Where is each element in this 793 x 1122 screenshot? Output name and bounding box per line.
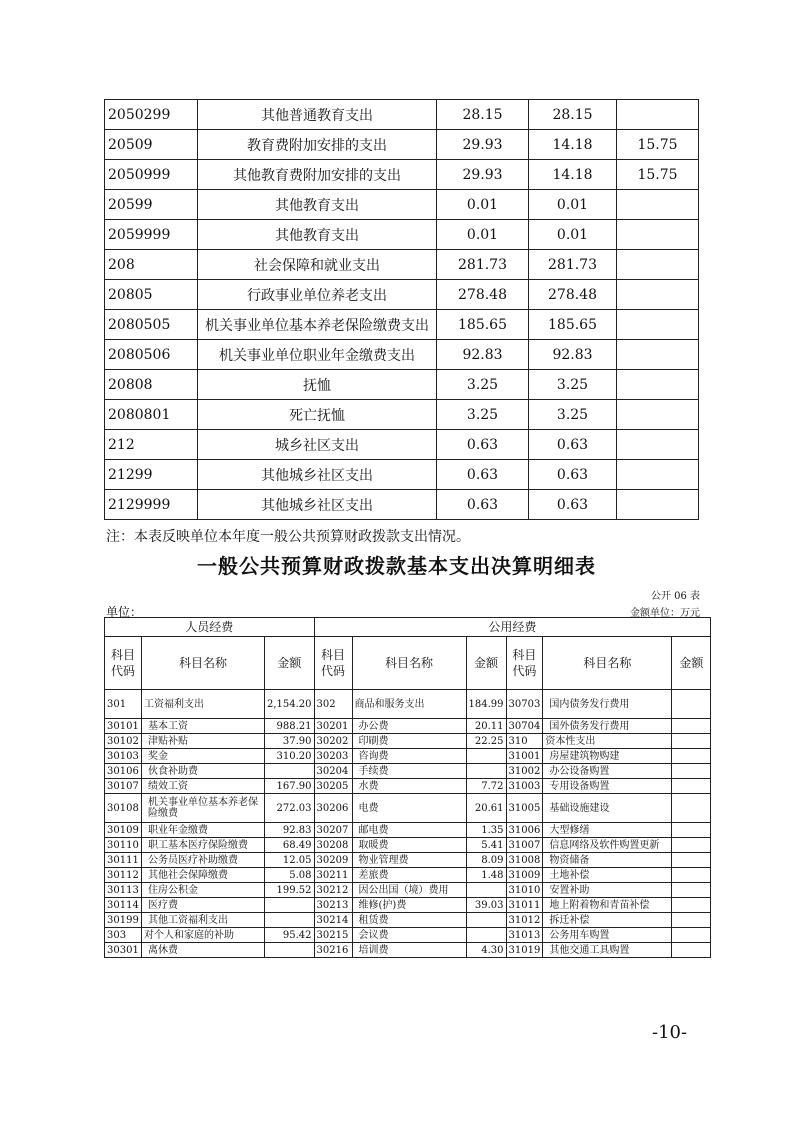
amount-cell <box>672 764 711 779</box>
total-amount-cell: 0.63 <box>437 460 529 490</box>
name-cell: 因公出国（境）费用 <box>352 883 466 898</box>
amount-cell <box>466 749 506 764</box>
amount-cell <box>672 868 711 883</box>
name-cell: 办公设备购置 <box>543 764 672 779</box>
subject-code-cell: 2050299 <box>105 100 198 130</box>
subject-name-cell: 行政事业单位养老支出 <box>198 280 437 310</box>
code-cell: 30110 <box>105 838 142 853</box>
code-cell: 30207 <box>314 823 352 838</box>
continuation-table-body <box>105 100 699 520</box>
basic-amount-cell: 0.01 <box>529 220 617 250</box>
amount-cell <box>672 928 711 943</box>
table-row <box>105 928 711 943</box>
group-header-personnel: 人员经费 <box>105 618 315 637</box>
basic-expenditure-detail-table <box>104 617 711 958</box>
page-title: 一般公共预算财政拨款基本支出决算明细表 <box>197 554 596 578</box>
subject-code-cell: 20805 <box>105 280 198 310</box>
basic-amount-cell: 0.01 <box>529 190 617 220</box>
name-cell: 其他交通工具购置 <box>543 943 672 958</box>
amount-cell: 167.90 <box>265 779 315 794</box>
code-cell: 30106 <box>105 764 142 779</box>
project-amount-cell <box>617 430 699 460</box>
name-cell: 安置补助 <box>543 883 672 898</box>
name-cell: 拆迁补偿 <box>543 913 672 928</box>
subject-code-cell: 2080801 <box>105 400 198 430</box>
subject-code-cell: 2059999 <box>105 220 198 250</box>
code-cell: 31007 <box>506 838 543 853</box>
total-amount-cell: 29.93 <box>437 160 529 190</box>
name-cell: 大型修缮 <box>543 823 672 838</box>
table-row <box>105 280 699 310</box>
code-cell: 30204 <box>314 764 352 779</box>
code-cell: 30301 <box>105 943 142 958</box>
name-cell: 其他社会保障缴费 <box>142 868 265 883</box>
amount-cell: 92.83 <box>265 823 315 838</box>
amount-cell <box>265 913 315 928</box>
name-cell: 对个人和家庭的补助 <box>142 928 265 943</box>
amount-cell <box>672 913 711 928</box>
name-cell: 伙食补助费 <box>142 764 265 779</box>
amount-cell: 184.99 <box>466 690 506 719</box>
name-cell: 租赁费 <box>352 913 466 928</box>
name-cell: 商品和服务支出 <box>352 690 466 719</box>
amount-cell <box>672 838 711 853</box>
name-cell: 邮电费 <box>352 823 466 838</box>
name-cell: 房屋建筑物购建 <box>543 749 672 764</box>
table-code-label: 公开 06 表 <box>650 591 700 602</box>
amount-cell: 20.11 <box>466 719 506 734</box>
table-row <box>105 310 699 340</box>
subject-name-cell: 其他城乡社区支出 <box>198 460 437 490</box>
code-cell: 30206 <box>314 794 352 823</box>
code-cell: 303 <box>105 928 142 943</box>
amount-cell <box>672 719 711 734</box>
name-cell: 机关事业单位基本养老保险缴费 <box>142 794 265 823</box>
code-cell: 30101 <box>105 719 142 734</box>
subject-code-cell: 2080506 <box>105 340 198 370</box>
total-amount-cell: 281.73 <box>437 250 529 280</box>
expenditure-continuation-table <box>104 99 699 520</box>
name-cell: 奖金 <box>142 749 265 764</box>
code-cell: 30102 <box>105 734 142 749</box>
name-cell: 住房公积金 <box>142 883 265 898</box>
basic-amount-cell: 278.48 <box>529 280 617 310</box>
table-row <box>105 250 699 280</box>
column-header-name: 科目名称 <box>142 637 265 690</box>
table-row <box>105 190 699 220</box>
amount-cell <box>672 690 711 719</box>
table-row <box>105 490 699 520</box>
name-cell: 会议费 <box>352 928 466 943</box>
project-amount-cell <box>617 310 699 340</box>
basic-amount-cell: 0.63 <box>529 460 617 490</box>
table-row <box>105 130 699 160</box>
table-row <box>105 430 699 460</box>
amount-cell: 4.30 <box>466 943 506 958</box>
name-cell: 专用设备购置 <box>543 779 672 794</box>
name-cell: 土地补偿 <box>543 868 672 883</box>
amount-cell <box>466 883 506 898</box>
name-cell: 基本工资 <box>142 719 265 734</box>
table-row <box>105 460 699 490</box>
total-amount-cell: 28.15 <box>437 100 529 130</box>
name-cell: 差旅费 <box>352 868 466 883</box>
code-cell: 30214 <box>314 913 352 928</box>
code-cell: 31006 <box>506 823 543 838</box>
table-row <box>105 340 699 370</box>
code-cell: 31013 <box>506 928 543 943</box>
name-cell: 津贴补贴 <box>142 734 265 749</box>
total-amount-cell: 92.83 <box>437 340 529 370</box>
name-cell: 手续费 <box>352 764 466 779</box>
amount-cell: 7.72 <box>466 779 506 794</box>
page-number: -10- <box>652 1022 688 1043</box>
amount-cell <box>672 823 711 838</box>
amount-cell: 12.05 <box>265 853 315 868</box>
amount-cell: 1.48 <box>466 868 506 883</box>
basic-amount-cell: 185.65 <box>529 310 617 340</box>
table-row <box>105 400 699 430</box>
unit-label: 单位： <box>106 605 143 619</box>
name-cell: 培训费 <box>352 943 466 958</box>
code-cell: 31012 <box>506 913 543 928</box>
name-cell: 物资储备 <box>543 853 672 868</box>
amount-cell <box>265 898 315 913</box>
amount-cell: 199.52 <box>265 883 315 898</box>
detail-table-body <box>105 690 711 958</box>
code-cell: 31010 <box>506 883 543 898</box>
subject-name-cell: 教育费附加安排的支出 <box>198 130 437 160</box>
code-cell: 31003 <box>506 779 543 794</box>
table-row <box>105 690 711 719</box>
name-cell: 地上附着物和青苗补偿 <box>543 898 672 913</box>
code-cell: 31002 <box>506 764 543 779</box>
name-cell: 信息网络及软件购置更新 <box>543 838 672 853</box>
subject-code-cell: 2080505 <box>105 310 198 340</box>
subject-name-cell: 机关事业单位职业年金缴费支出 <box>198 340 437 370</box>
column-header-amount: 金额 <box>672 637 711 690</box>
code-cell: 30203 <box>314 749 352 764</box>
code-cell: 302 <box>314 690 352 719</box>
project-amount-cell <box>617 250 699 280</box>
name-cell: 办公费 <box>352 719 466 734</box>
subject-name-cell: 其他教育支出 <box>198 220 437 250</box>
code-cell: 30703 <box>506 690 543 719</box>
code-cell: 30212 <box>314 883 352 898</box>
name-cell: 公务员医疗补助缴费 <box>142 853 265 868</box>
name-cell: 其他工资福利支出 <box>142 913 265 928</box>
table-row <box>105 794 711 823</box>
subject-name-cell: 死亡抚恤 <box>198 400 437 430</box>
amount-cell: 1.35 <box>466 823 506 838</box>
amount-cell: 8.09 <box>466 853 506 868</box>
table-row <box>105 823 711 838</box>
amount-cell <box>672 883 711 898</box>
amount-cell: 988.21 <box>265 719 315 734</box>
amount-cell: 272.03 <box>265 794 315 823</box>
basic-amount-cell: 3.25 <box>529 370 617 400</box>
table-note: 注：本表反映单位本年度一般公共预算财政拨款支出情况。 <box>106 529 470 545</box>
name-cell: 国内债务发行费用 <box>543 690 672 719</box>
code-cell: 30211 <box>314 868 352 883</box>
amount-cell: 310.20 <box>265 749 315 764</box>
project-amount-cell <box>617 220 699 250</box>
table-row <box>105 943 711 958</box>
code-cell: 31008 <box>506 853 543 868</box>
code-cell: 31005 <box>506 794 543 823</box>
table-row <box>105 220 699 250</box>
name-cell: 职业年金缴费 <box>142 823 265 838</box>
amount-cell <box>672 943 711 958</box>
name-cell: 国外债务发行费用 <box>543 719 672 734</box>
name-cell: 职工基本医疗保险缴费 <box>142 838 265 853</box>
table-row <box>105 913 711 928</box>
name-cell: 工资福利支出 <box>142 690 265 719</box>
name-cell: 基础设施建设 <box>543 794 672 823</box>
amount-cell: 95.42 <box>265 928 315 943</box>
total-amount-cell: 3.25 <box>437 370 529 400</box>
project-amount-cell <box>617 400 699 430</box>
amount-cell: 22.25 <box>466 734 506 749</box>
amount-cell <box>672 734 711 749</box>
subject-code-cell: 20509 <box>105 130 198 160</box>
project-amount-cell <box>617 280 699 310</box>
basic-amount-cell: 281.73 <box>529 250 617 280</box>
name-cell: 物业管理费 <box>352 853 466 868</box>
name-cell: 公务用车购置 <box>543 928 672 943</box>
amount-cell: 68.49 <box>265 838 315 853</box>
name-cell: 离休费 <box>142 943 265 958</box>
basic-amount-cell: 14.18 <box>529 160 617 190</box>
amount-cell <box>672 794 711 823</box>
total-amount-cell: 29.93 <box>437 130 529 160</box>
amount-cell <box>672 749 711 764</box>
total-amount-cell: 3.25 <box>437 400 529 430</box>
subject-name-cell: 其他普通教育支出 <box>198 100 437 130</box>
name-cell: 电费 <box>352 794 466 823</box>
subject-code-cell: 21299 <box>105 460 198 490</box>
code-cell: 30205 <box>314 779 352 794</box>
subject-code-cell: 20599 <box>105 190 198 220</box>
amount-unit-label: 金额单位：万元 <box>630 608 700 619</box>
name-cell: 维修(护)费 <box>352 898 466 913</box>
code-cell: 30103 <box>105 749 142 764</box>
code-cell: 31001 <box>506 749 543 764</box>
amount-cell <box>466 764 506 779</box>
subject-name-cell: 其他教育支出 <box>198 190 437 220</box>
basic-amount-cell: 28.15 <box>529 100 617 130</box>
basic-amount-cell: 0.63 <box>529 430 617 460</box>
code-cell: 30704 <box>506 719 543 734</box>
table-row <box>105 883 711 898</box>
name-cell: 咨询费 <box>352 749 466 764</box>
code-cell: 30109 <box>105 823 142 838</box>
name-cell: 资本性支出 <box>543 734 672 749</box>
total-amount-cell: 0.01 <box>437 190 529 220</box>
amount-cell: 37.90 <box>265 734 315 749</box>
amount-cell: 5.41 <box>466 838 506 853</box>
column-header-name: 科目名称 <box>352 637 466 690</box>
table-row <box>105 100 699 130</box>
amount-cell: 20.61 <box>466 794 506 823</box>
table-row <box>105 160 699 190</box>
total-amount-cell: 0.63 <box>437 430 529 460</box>
amount-cell <box>672 779 711 794</box>
amount-cell: 5.08 <box>265 868 315 883</box>
basic-amount-cell: 3.25 <box>529 400 617 430</box>
subject-code-cell: 20808 <box>105 370 198 400</box>
table-row <box>105 779 711 794</box>
code-cell: 30202 <box>314 734 352 749</box>
table-row <box>105 838 711 853</box>
name-cell: 医疗费 <box>142 898 265 913</box>
project-amount-cell: 15.75 <box>617 130 699 160</box>
code-cell: 30113 <box>105 883 142 898</box>
table-row <box>105 734 711 749</box>
subject-code-cell: 208 <box>105 250 198 280</box>
project-amount-cell <box>617 460 699 490</box>
project-amount-cell: 15.75 <box>617 160 699 190</box>
amount-cell: 2,154.20 <box>265 690 315 719</box>
subject-code-cell: 212 <box>105 430 198 460</box>
amount-cell <box>466 928 506 943</box>
column-header-amount: 金额 <box>466 637 506 690</box>
column-header-code: 科目 代码 <box>506 637 543 690</box>
code-cell: 310 <box>506 734 543 749</box>
total-amount-cell: 278.48 <box>437 280 529 310</box>
subject-name-cell: 社会保障和就业支出 <box>198 250 437 280</box>
amount-cell <box>672 853 711 868</box>
code-cell: 30107 <box>105 779 142 794</box>
code-cell: 30112 <box>105 868 142 883</box>
code-cell: 31011 <box>506 898 543 913</box>
name-cell: 水费 <box>352 779 466 794</box>
table-row <box>105 764 711 779</box>
code-cell: 30111 <box>105 853 142 868</box>
amount-cell <box>466 913 506 928</box>
group-header-public: 公用经费 <box>314 618 711 637</box>
code-cell: 31019 <box>506 943 543 958</box>
total-amount-cell: 0.63 <box>437 490 529 520</box>
subject-code-cell: 2050999 <box>105 160 198 190</box>
code-cell: 30208 <box>314 838 352 853</box>
amount-cell <box>265 943 315 958</box>
amount-cell <box>265 764 315 779</box>
total-amount-cell: 0.01 <box>437 220 529 250</box>
table-row <box>105 853 711 868</box>
code-cell: 31009 <box>506 868 543 883</box>
project-amount-cell <box>617 370 699 400</box>
subject-name-cell: 其他城乡社区支出 <box>198 490 437 520</box>
basic-amount-cell: 92.83 <box>529 340 617 370</box>
basic-amount-cell: 0.63 <box>529 490 617 520</box>
table-row <box>105 719 711 734</box>
project-amount-cell <box>617 100 699 130</box>
table-row <box>105 898 711 913</box>
code-cell: 30199 <box>105 913 142 928</box>
code-cell: 30209 <box>314 853 352 868</box>
code-cell: 30114 <box>105 898 142 913</box>
subject-name-cell: 抚恤 <box>198 370 437 400</box>
table-row <box>105 370 699 400</box>
column-header-amount: 金额 <box>265 637 315 690</box>
column-header-name: 科目名称 <box>543 637 672 690</box>
table-row <box>105 868 711 883</box>
column-header-code: 科目 代码 <box>105 637 142 690</box>
code-cell: 30216 <box>314 943 352 958</box>
basic-amount-cell: 14.18 <box>529 130 617 160</box>
code-cell: 30215 <box>314 928 352 943</box>
project-amount-cell <box>617 340 699 370</box>
subject-name-cell: 其他教育费附加安排的支出 <box>198 160 437 190</box>
code-cell: 301 <box>105 690 142 719</box>
column-header-code: 科目 代码 <box>314 637 352 690</box>
table-row <box>105 749 711 764</box>
project-amount-cell <box>617 190 699 220</box>
subject-code-cell: 2129999 <box>105 490 198 520</box>
name-cell: 绩效工资 <box>142 779 265 794</box>
name-cell: 印刷费 <box>352 734 466 749</box>
project-amount-cell <box>617 490 699 520</box>
name-cell: 取暖费 <box>352 838 466 853</box>
total-amount-cell: 185.65 <box>437 310 529 340</box>
code-cell: 30201 <box>314 719 352 734</box>
subject-name-cell: 机关事业单位基本养老保险缴费支出 <box>198 310 437 340</box>
subject-name-cell: 城乡社区支出 <box>198 430 437 460</box>
amount-cell: 39.03 <box>466 898 506 913</box>
code-cell: 30108 <box>105 794 142 823</box>
code-cell: 30213 <box>314 898 352 913</box>
amount-cell <box>672 898 711 913</box>
